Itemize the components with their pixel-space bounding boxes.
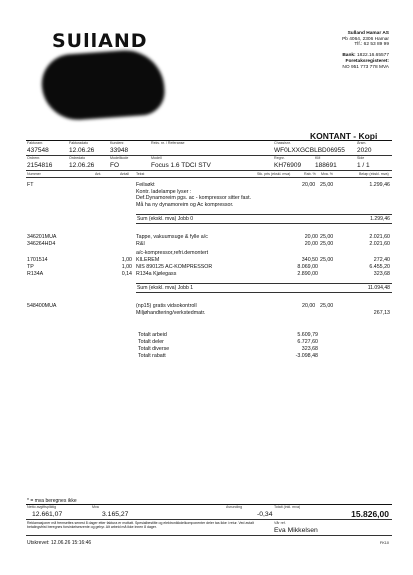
job0-vat: 25,00 <box>320 182 334 188</box>
total-label: Totalt diverse <box>138 346 170 352</box>
job1-row-amount: 2.021,60 <box>369 234 390 240</box>
job1-row-number: 1701514 <box>27 257 48 263</box>
job1-sum: 11.094,48 <box>367 285 390 291</box>
job0-rate: 20,00 <box>302 182 316 188</box>
net-label: Netto avgiftspliktig <box>27 505 57 509</box>
job0-description <box>136 182 251 208</box>
model-code: FO <box>110 162 120 169</box>
job1-sum-rule-top <box>136 283 392 284</box>
job1-row-number: 346264HD4 <box>27 241 56 247</box>
job1-row-text: NIS 890125 AC-KOMPRESSOR <box>136 264 213 270</box>
job1-row-number: R134A <box>27 271 44 277</box>
total-value: 6.727,60 <box>297 339 318 345</box>
job0-line: Feilsøkt <box>136 182 155 188</box>
year-label: Årsm. <box>357 141 367 145</box>
net-amount: 12.661,07 <box>32 511 63 518</box>
job1-sum-label: Sum (ekskl. mva) Jobb 1 <box>137 285 194 291</box>
col-qty: Antall <box>120 172 129 176</box>
page-no: 1 / 1 <box>357 162 370 169</box>
company-name: Sulland Hamar AS <box>347 31 389 36</box>
col-unit-price: Stk. pris (ekskl. mva) <box>257 172 291 176</box>
job1-row-price: 340,50 <box>301 257 318 263</box>
vat-label: Mva <box>92 505 99 509</box>
job0-amount: 1.299,46 <box>369 182 390 188</box>
job2-amount: 267,13 <box>373 310 390 316</box>
bottom-top-rule <box>26 504 392 505</box>
job2-line: (np15) gratis vidsokontroll <box>136 303 197 309</box>
invoice-date-label: Fakturadato <box>69 141 89 145</box>
company-phone: Tlf.: 62 53 89 99 <box>354 42 389 48</box>
job2-description <box>136 303 205 318</box>
document-title: KONTANT - Kopi <box>310 131 378 141</box>
printed-at: Utskrevet: 12.06.26 15:16:46 <box>27 540 92 546</box>
total-value: 323,68 <box>301 346 318 352</box>
total-label: Totalt deler <box>138 339 164 345</box>
job0-sum-rule-top <box>136 214 392 215</box>
reg-no-label: Regnr. <box>274 156 285 160</box>
col-text: Tekst <box>136 172 145 176</box>
col-amount: Beløp (ekskl. mva) <box>359 172 389 176</box>
served-by: Eva Mikkelsen <box>274 527 318 534</box>
job1-row-amount: 2.021,60 <box>369 241 390 247</box>
org-number: NO 951 773 778 MVA <box>342 64 389 70</box>
vat-amount: 3.165,27 <box>102 511 129 518</box>
model-code-label: Modellkode <box>110 156 129 160</box>
company-info <box>342 31 389 70</box>
job1-row-text: a/c-kompressor,refri.demontert <box>136 250 209 256</box>
job2-number: 548400MUA <box>27 303 57 309</box>
job1-row-text: R&I <box>136 241 145 247</box>
chassis-label: Chassisnr. <box>274 141 291 145</box>
job1-row-number: TP <box>27 264 34 270</box>
job1-row-vat: 25,00 <box>320 257 334 263</box>
customer-no: 33948 <box>110 147 129 154</box>
model-year: 2020 <box>357 147 372 154</box>
rounding-label: Avrunding <box>226 505 243 509</box>
job1-row-qty: 0,14 <box>121 271 132 277</box>
job1-row-price: 20,00 <box>304 234 318 240</box>
order-no: 2154816 <box>27 162 53 169</box>
total-value: -3.098,48 <box>295 353 318 359</box>
bank-account: 1822.16.65577 <box>356 53 389 59</box>
km-label: KM <box>315 156 321 160</box>
served-label: Vår ref. <box>274 521 286 525</box>
model: Focus 1.6 TDCI STV <box>151 162 211 169</box>
rounding-amount: -0,34 <box>257 511 273 518</box>
header-bottom-rule <box>26 170 392 171</box>
form-code: FK10 <box>379 541 389 545</box>
col-vat: Mva. % <box>321 172 333 176</box>
reference-label: Rekv. nr. / Referanse <box>151 141 185 145</box>
columns-rule <box>26 177 392 178</box>
job1-row-amount: 6.455,20 <box>369 264 390 270</box>
job1-row-price: 20,00 <box>304 241 318 247</box>
job0-number: FT <box>27 182 34 188</box>
registry-label: Foretaksregisteret: <box>345 58 389 64</box>
terms: Reklamasjoner må fremsettes senest 8 dager etter faktura er mottatt. Spesialbestilte og elektronikkdelkomponenter deler tas ikke i retur. Ved avtalt betalingsfrist beregnes forsinkelsesrente og gebyr. Alt arbeid må ikke innen 8 dager. <box>27 521 254 530</box>
job1-row-qty: 1,00 <box>121 264 132 270</box>
job1-row-number: 346201MUA <box>27 234 57 240</box>
invoice-no-label: Fakturanr. <box>27 141 44 145</box>
order-date: 12.06.26 <box>69 162 95 169</box>
job1-row-price: 2.890,00 <box>297 271 318 277</box>
job1-row-text: Tappe, vakuumsuge & fylle a/c <box>136 234 208 240</box>
col-discount: Rab. % <box>304 172 316 176</box>
job1-row-qty: 1,00 <box>121 257 132 263</box>
footnote: * = mva beregnes ikke <box>27 498 77 504</box>
invoice-date: 12.06.26 <box>69 147 95 154</box>
bottom-mid-rule <box>26 519 392 520</box>
redacted-address-block <box>40 48 166 122</box>
job0-line: Def.Dynamoreim pgs. ac - kompressor sitter fast. <box>136 195 252 202</box>
job0-sum-rule-bottom <box>136 223 392 224</box>
order-no-label: Ordrenr. <box>27 156 41 160</box>
invoice-no: 437548 <box>27 147 49 154</box>
total-value: 5.609,79 <box>297 332 318 338</box>
job1-row-vat: 25,00 <box>320 241 334 247</box>
job1-row-amount: 272,40 <box>373 257 390 263</box>
col-qty-short: Ant. <box>95 172 102 176</box>
job0-line: Kontr. ladelampe lyser : <box>136 188 192 195</box>
job1-row-price: 8.069,00 <box>297 264 318 270</box>
job1-row-amount: 323,68 <box>373 271 390 277</box>
company-logo: SUllAND <box>52 30 148 52</box>
col-number: Nummer <box>27 172 41 176</box>
job1-row-text: KILEREM <box>136 257 160 263</box>
company-address: Pb 4064, 2306 Hamar <box>342 36 389 42</box>
job2-vat: 25,00 <box>320 303 334 309</box>
job1-row-vat: 25,00 <box>320 234 334 240</box>
job0-line: Må ha ny dynamoreim og Ac kompressor. <box>136 201 234 208</box>
km: 188691 <box>315 162 337 169</box>
total-label: Totalt arbeid <box>138 332 167 338</box>
customer-no-label: Kundenr. <box>110 141 125 145</box>
bottom-end-rule <box>26 535 392 536</box>
job0-sum-label: Sum (ekskl. mva) Jobb 0 <box>137 216 194 222</box>
total-amount: 15.826,00 <box>351 509 389 519</box>
job1-sum-rule-bottom <box>136 292 392 293</box>
job0-sum: 1.299,46 <box>370 216 390 222</box>
model-label: Modell <box>151 156 162 160</box>
job2-line: Miljøhandtering/verkstedmatr. <box>136 310 206 317</box>
bank-label: Bank: <box>342 53 356 59</box>
reg-no: KH76909 <box>274 162 302 169</box>
chassis-no: WF0LXXGCBLBD06955 <box>274 147 345 154</box>
total-label: Totalt rabatt <box>138 353 166 359</box>
total-label: Totalt (inkl. mva) <box>274 505 301 509</box>
order-date-label: Ordredato <box>69 156 86 160</box>
job1-row-text: R134a Kjølegass <box>136 271 177 277</box>
page-label: Side <box>357 156 365 160</box>
job2-rate: 20,00 <box>302 303 316 309</box>
